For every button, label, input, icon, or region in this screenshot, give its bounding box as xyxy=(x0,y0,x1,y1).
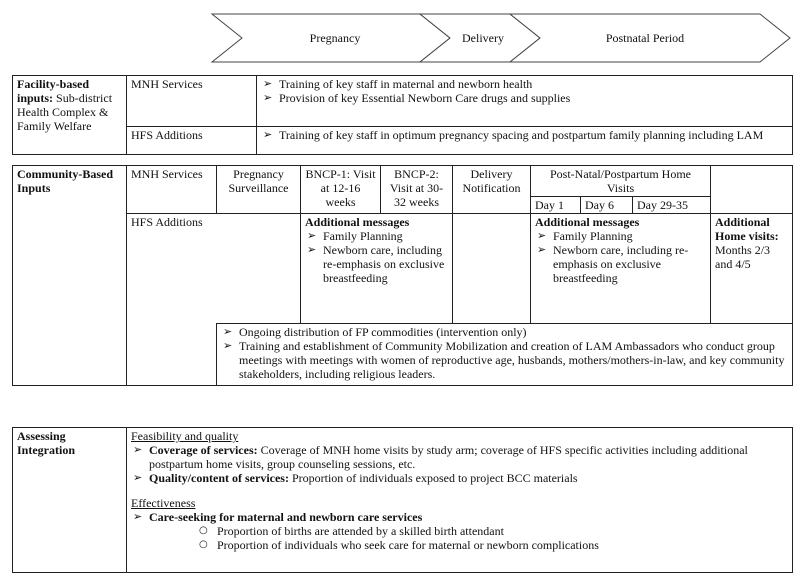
additional-home-visits: Additional Home visits: Months 2/3 and 4/5 xyxy=(711,214,793,324)
empty-cell xyxy=(711,166,793,214)
facility-hfs-items xyxy=(257,127,793,155)
timeline xyxy=(0,0,800,70)
list-item: ➢ Newborn care, including re-emphasis on exclusive breastfeeding xyxy=(535,243,706,285)
pregnancy-surveillance: Pregnancy Surveillance xyxy=(217,166,301,214)
list-item: ➢ Coverage of services: Coverage of MNH home visits by study arm; coverage of HFS specific activities including additional postpartum home visits, group counseling sessions, etc. xyxy=(131,443,788,471)
list-item: ○ Proportion of individuals who seek care for maternal or newborn complications xyxy=(199,538,788,552)
list-item: ➢ Family Planning xyxy=(305,229,448,243)
hfs-spacer xyxy=(127,324,217,386)
community-bottom-items xyxy=(217,324,793,386)
list-item: ➢ Newborn care, including re-emphasis on exclusive breastfeeding xyxy=(305,243,448,285)
stage-delivery: Delivery xyxy=(462,31,504,45)
facility-table xyxy=(12,75,793,155)
delivery-notification: Delivery Notification xyxy=(453,166,531,214)
stage-pregnancy: Pregnancy xyxy=(309,31,361,45)
day-1: Day 1 xyxy=(531,197,581,214)
effectiveness-title: Effectiveness xyxy=(131,496,196,510)
pregnancy-messages: Additional messages ➢ Family Planning ➢ Newborn care, including re-emphasis on exclusive breastfeeding xyxy=(301,214,453,324)
list-item: ➢ Care-seeking for maternal and newborn care services xyxy=(131,510,788,524)
facility-label: Facility-based inputs: Sub-district Health Complex & Family Welfare xyxy=(13,76,127,155)
feasibility-title: Feasibility and quality xyxy=(131,429,239,443)
postnatal-header: Post-Natal/Postpartum Home Visits xyxy=(531,166,711,197)
assessing-table xyxy=(12,427,793,573)
community-mnh-label: MNH Services xyxy=(127,166,217,214)
list-item: ➢ Training of key staff in optimum pregnancy spacing and postpartum family planning including LAM xyxy=(261,128,788,142)
community-table xyxy=(12,165,793,386)
postnatal-messages: Additional messages ➢ Family Planning ➢ Newborn care, including re-emphasis on exclusive breastfeeding xyxy=(531,214,711,324)
bncp-1: BNCP-1: Visit at 12-16 weeks xyxy=(301,166,381,214)
community-label: Community-Based Inputs xyxy=(13,166,127,386)
list-item: ➢ Provision of key Essential Newborn Care drugs and supplies xyxy=(261,91,788,105)
list-item: ➢ Quality/content of services: Proportion of individuals exposed to project BCC materials xyxy=(131,471,788,485)
facility-hfs-label: HFS Additions xyxy=(127,127,257,155)
list-item: ➢ Training of key staff in maternal and newborn health xyxy=(261,77,788,91)
list-item: ○ Proportion of births are attended by a skilled birth attendant xyxy=(199,524,788,538)
assessing-content xyxy=(127,428,793,573)
community-hfs-label: HFS Additions xyxy=(127,214,301,324)
list-item: ➢ Ongoing distribution of FP commodities (intervention only) xyxy=(221,325,788,339)
stage-postnatal: Postnatal Period xyxy=(605,31,685,45)
assessing-label: Assessing Integration xyxy=(13,428,127,573)
delivery-empty xyxy=(453,214,531,324)
list-item: ➢ Family Planning xyxy=(535,229,706,243)
list-item: ➢ Training and establishment of Community Mobilization and creation of LAM Ambassadors who conduct group meetings with meetings with women of reproductive age, husbands, mothers/mothers-in-law, and key community stakeholders, including religious leaders. xyxy=(221,339,788,381)
day-6: Day 6 xyxy=(581,197,633,214)
facility-mnh-label: MNH Services xyxy=(127,76,257,127)
day-29-35: Day 29-35 xyxy=(633,197,711,214)
facility-mnh-items xyxy=(257,76,793,127)
bncp-2: BNCP-2: Visit at 30-32 weeks xyxy=(381,166,453,214)
